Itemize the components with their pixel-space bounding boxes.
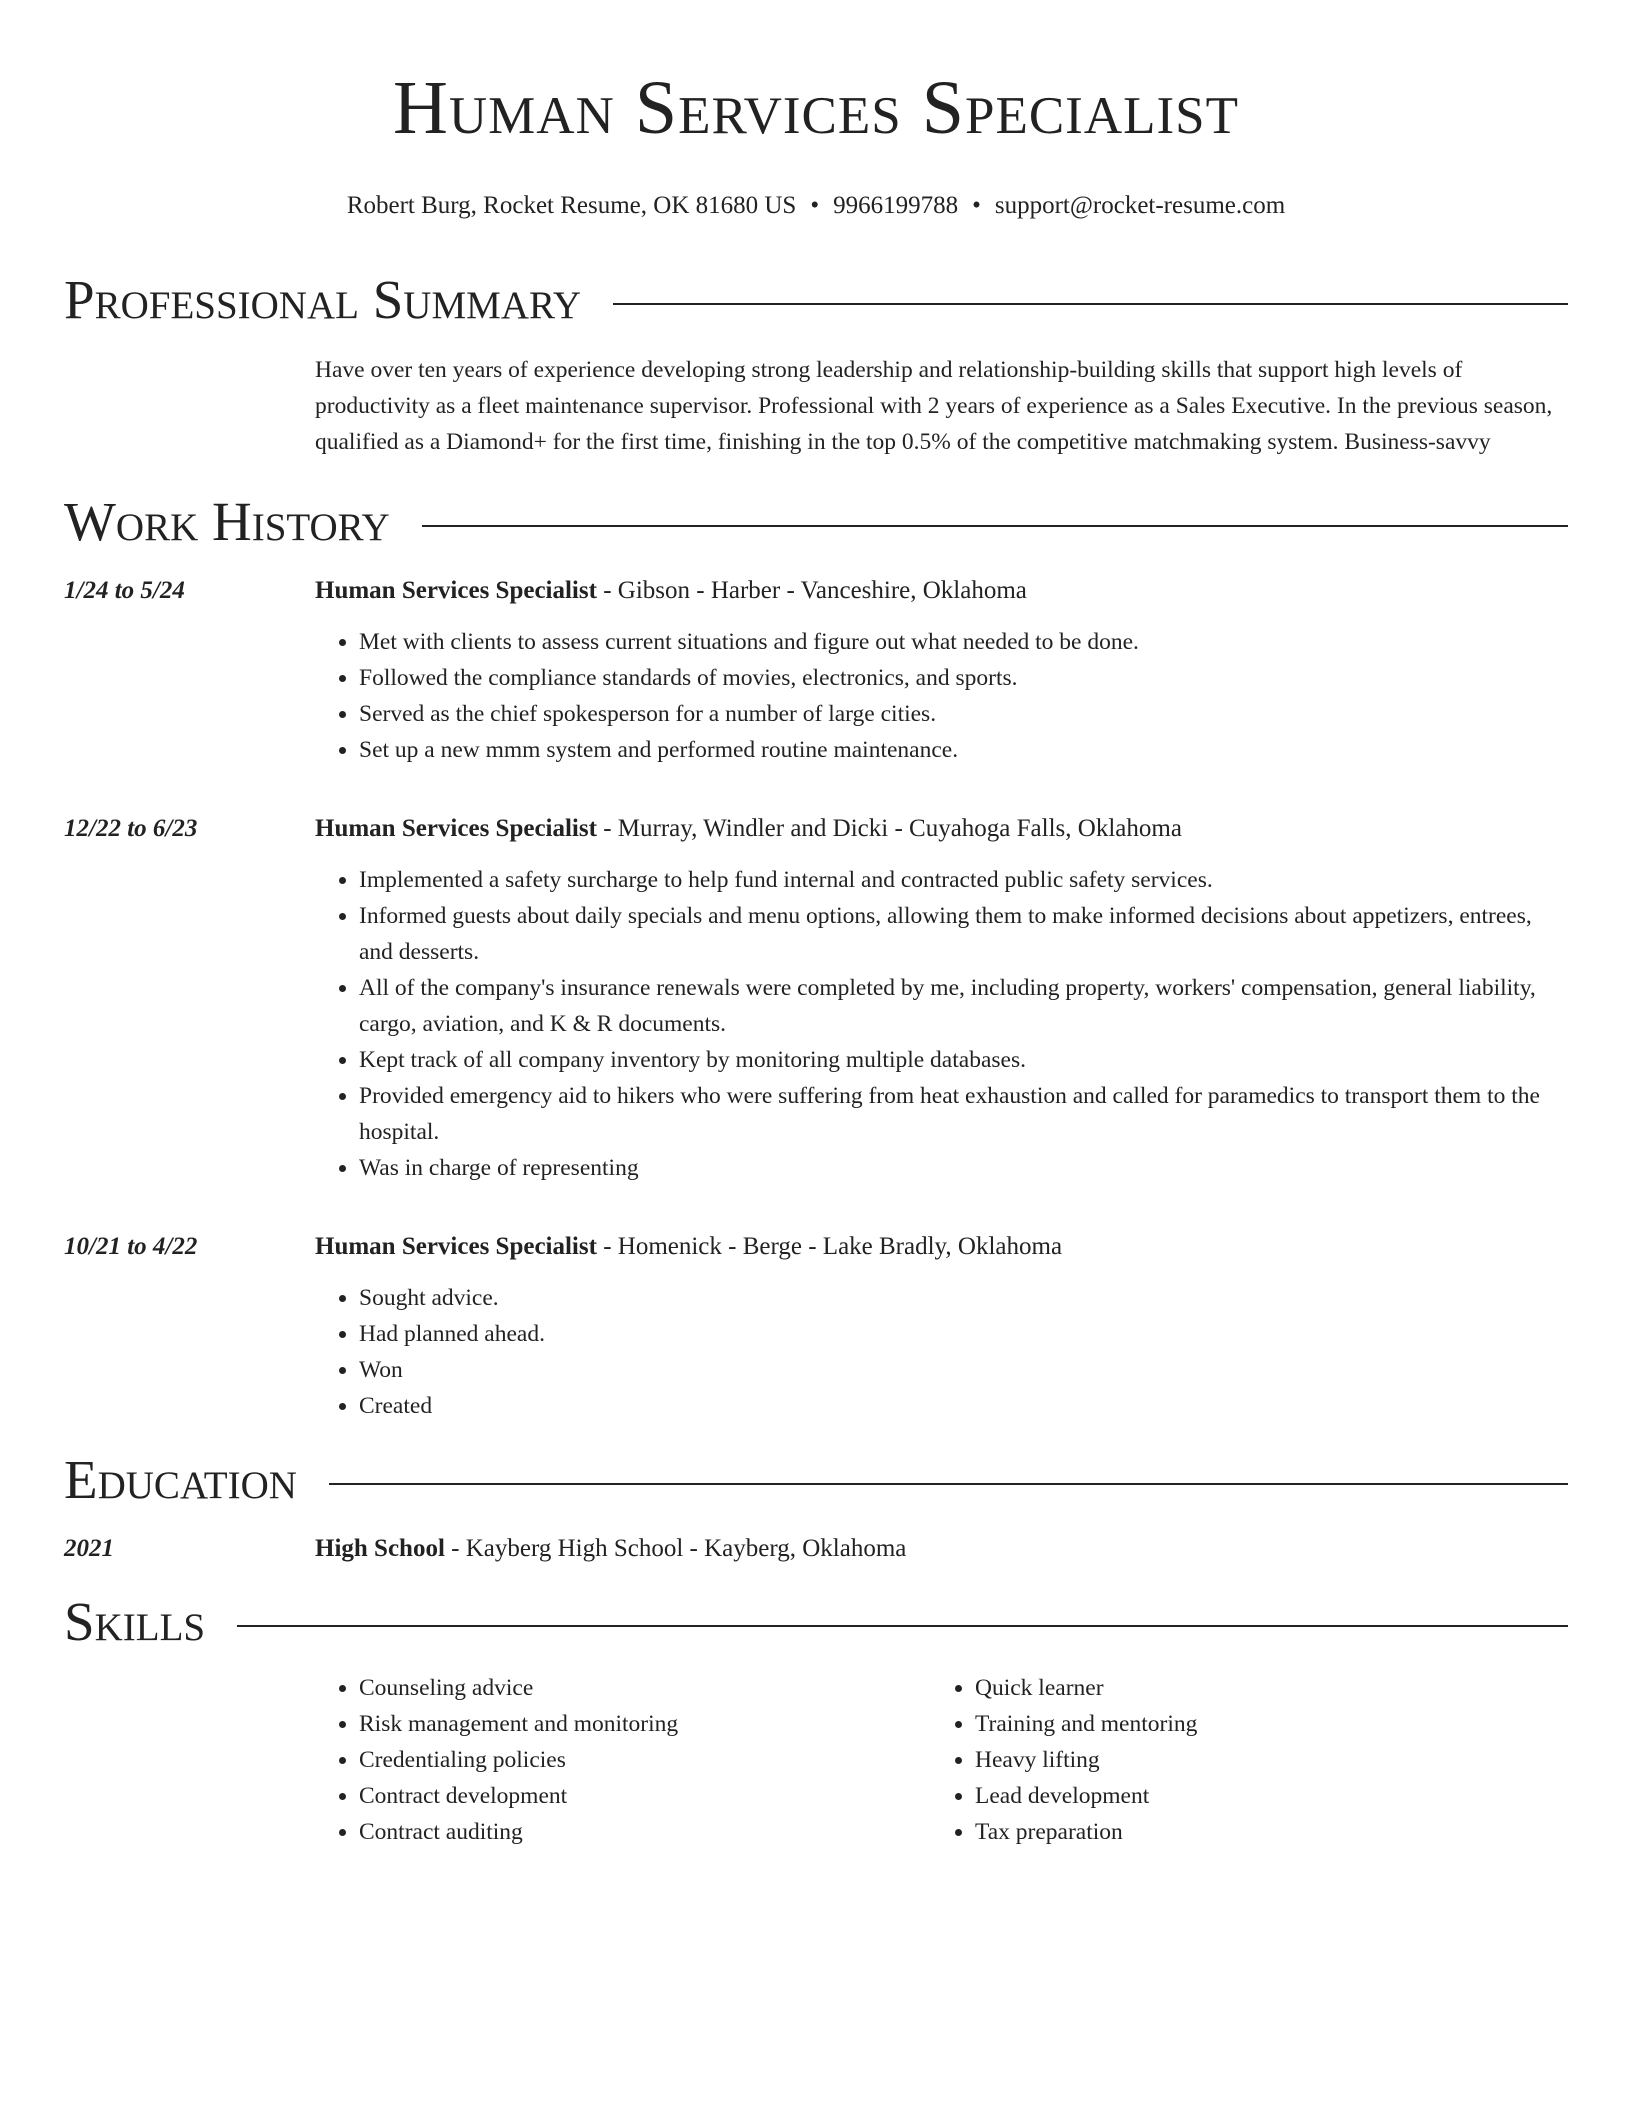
work-heading: Work History: [64, 491, 390, 552]
resume-title: Human Services Specialist: [393, 66, 1239, 150]
summary-heading: Professional Summary: [64, 269, 582, 330]
list-item: • Kept track of all company inventory by monitoring multiple databases.: [359, 1042, 1568, 1078]
list-item: • Implemented a safety surcharge to help fund internal and contracted public safety services.: [359, 862, 1568, 898]
job-bullets: [315, 1280, 1568, 1424]
job-body: [315, 812, 1568, 1186]
resume-page: [64, 0, 1568, 1850]
job-entry: [64, 1230, 1568, 1424]
education-degree: High School: [315, 1535, 445, 1562]
job-title: Human Services Specialist: [315, 815, 597, 842]
education-year: 2021: [64, 1535, 114, 1562]
skill-item: • Lead development: [975, 1778, 1547, 1814]
job-details: - Murray, Windler and Dicki - Cuyahoga Falls, Oklahoma: [596, 815, 1182, 842]
skill-item: • Risk management and monitoring: [359, 1706, 931, 1742]
contact-separator: •: [810, 192, 820, 219]
job-dates: 12/22 to 6/23: [64, 815, 198, 842]
list-item: • Created: [359, 1388, 1568, 1424]
education-heading: Education: [64, 1449, 297, 1510]
job-entry: [64, 812, 1568, 1186]
skills-bullets: [315, 1670, 931, 1850]
list-item: • Met with clients to assess current situations and figure out what needed to be done.: [359, 624, 1568, 660]
contact-phone: 9966199788: [833, 192, 959, 219]
job-dates: 10/21 to 4/22: [64, 1233, 198, 1260]
list-item: • All of the company's insurance renewals were completed by me, including property, workers' compensation, general liability, cargo, aviation, and K & R documents.: [359, 970, 1568, 1042]
education-line: [315, 1532, 906, 1566]
job-title-line: [315, 1230, 1568, 1264]
list-item: • Informed guests about daily specials and menu options, allowing them to make informed decisions about appetizers, entrees, and desserts.: [359, 898, 1568, 970]
skills-heading: Skills: [64, 1591, 206, 1652]
job-title-line: [315, 812, 1568, 846]
skill-item: • Contract auditing: [359, 1814, 931, 1850]
summary-section-heading: [64, 266, 1568, 334]
job-entry: [64, 574, 1568, 768]
skills-section-heading: [64, 1588, 1568, 1656]
job-bullets: [315, 624, 1568, 768]
section-divider: [422, 525, 1568, 527]
section-divider: [237, 1625, 1568, 1627]
skills-column-right: [931, 1670, 1547, 1850]
skills-column-left: [315, 1670, 931, 1850]
job-details: - Gibson - Harber - Vanceshire, Oklahoma: [596, 577, 1027, 604]
job-title-line: [315, 574, 1568, 608]
skill-item: • Heavy lifting: [975, 1742, 1547, 1778]
education-details: - Kayberg High School - Kayberg, Oklahoma: [444, 1535, 907, 1562]
skill-item: • Contract development: [359, 1778, 931, 1814]
skill-item: • Tax preparation: [975, 1814, 1547, 1850]
work-section-heading: [64, 488, 1568, 556]
list-item: • Sought advice.: [359, 1280, 1568, 1316]
skill-item: • Quick learner: [975, 1670, 1547, 1706]
section-divider: [613, 303, 1568, 305]
job-title: Human Services Specialist: [315, 577, 597, 604]
list-item: • Served as the chief spokesperson for a number of large cities.: [359, 696, 1568, 732]
skill-item: • Credentialing policies: [359, 1742, 931, 1778]
job-bullets: [315, 862, 1568, 1186]
list-item: • Had planned ahead.: [359, 1316, 1568, 1352]
list-item: • Was in charge of representing: [359, 1150, 1568, 1186]
summary-text: Have over ten years of experience developing strong leadership and relationship-building skills that support high levels of productivity as a fleet maintenance supervisor. Professional with 2 years of experience as a Sales Executive. In the previous season, qualified as a Diamond+ for the first time, finishing in the top 0.5% of the competitive matchmaking system. Business-savvy: [315, 357, 1553, 455]
list-item: • Won: [359, 1352, 1568, 1388]
section-divider: [329, 1483, 1568, 1485]
contact-email: support@rocket-resume.com: [994, 192, 1286, 219]
contact-line: [64, 190, 1568, 222]
education-entry: [64, 1532, 1568, 1566]
job-dates: 1/24 to 5/24: [64, 577, 185, 604]
list-item: • Followed the compliance standards of movies, electronics, and sports.: [359, 660, 1568, 696]
skills-bullets: [931, 1670, 1547, 1850]
skill-item: • Counseling advice: [359, 1670, 931, 1706]
job-title: Human Services Specialist: [315, 1233, 597, 1260]
contact-address: Robert Burg, Rocket Resume, OK 81680 US: [346, 192, 797, 219]
job-body: [315, 574, 1568, 768]
skills-list: [315, 1670, 1568, 1850]
list-item: • Provided emergency aid to hikers who were suffering from heat exhaustion and called for paramedics to transport them to the hospital.: [359, 1078, 1568, 1150]
list-item: • Set up a new mmm system and performed routine maintenance.: [359, 732, 1568, 768]
skill-item: • Training and mentoring: [975, 1706, 1547, 1742]
education-section-heading: [64, 1446, 1568, 1514]
contact-separator: •: [972, 192, 981, 219]
job-details: - Homenick - Berge - Lake Bradly, Oklahoma: [596, 1233, 1063, 1260]
job-body: [315, 1230, 1568, 1424]
